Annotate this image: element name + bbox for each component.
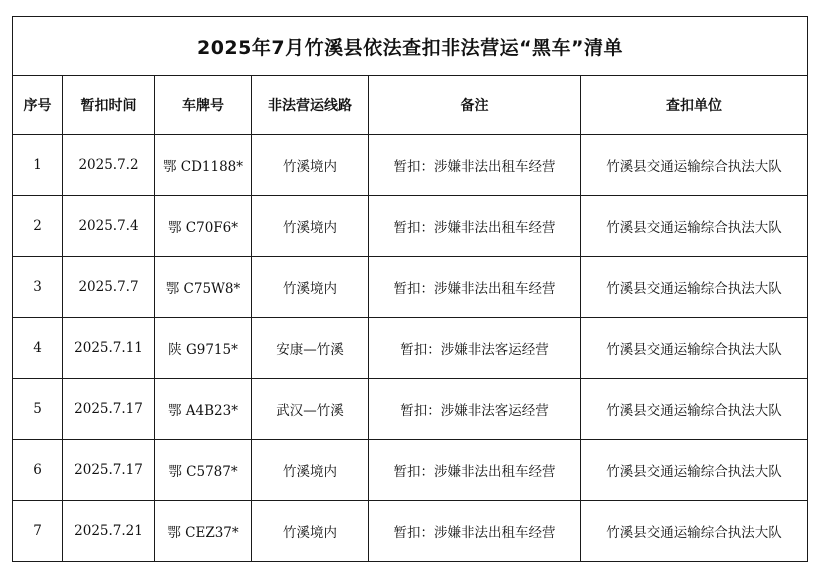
cell-unit: 竹溪县交通运输综合执法大队 [581,257,808,318]
cell-index: 2 [13,196,63,257]
cell-note: 暂扣：涉嫌非法出租车经营 [369,501,581,562]
cell-plate: 鄂 CEZ37* [155,501,252,562]
cell-route: 竹溪境内 [252,196,369,257]
cell-route: 竹溪境内 [252,257,369,318]
cell-unit: 竹溪县交通运输综合执法大队 [581,501,808,562]
cell-unit: 竹溪县交通运输综合执法大队 [581,135,808,196]
document-sheet [12,16,807,562]
cell-unit: 竹溪县交通运输综合执法大队 [581,196,808,257]
table-row [13,318,808,379]
cell-note: 暂扣：涉嫌非法出租车经营 [369,440,581,501]
header-index: 序号 [13,76,63,135]
cell-plate: 陕 G9715* [155,318,252,379]
cell-date: 2025.7.2 [63,135,155,196]
table-row [13,379,808,440]
table-title: 2025年7月竹溪县依法查扣非法营运“黑车”清单 [13,17,808,76]
header-unit: 查扣单位 [581,76,808,135]
cell-unit: 竹溪县交通运输综合执法大队 [581,440,808,501]
cell-date: 2025.7.21 [63,501,155,562]
header-note: 备注 [369,76,581,135]
cell-route: 武汉—竹溪 [252,379,369,440]
seizure-table [12,16,808,562]
cell-note: 暂扣：涉嫌非法出租车经营 [369,135,581,196]
table-row [13,501,808,562]
table-row [13,135,808,196]
cell-unit: 竹溪县交通运输综合执法大队 [581,379,808,440]
cell-index: 3 [13,257,63,318]
header-date: 暂扣时间 [63,76,155,135]
cell-route: 竹溪境内 [252,501,369,562]
cell-plate: 鄂 C75W8* [155,257,252,318]
table-row [13,257,808,318]
cell-plate: 鄂 C5787* [155,440,252,501]
cell-plate: 鄂 C70F6* [155,196,252,257]
cell-plate: 鄂 A4B23* [155,379,252,440]
cell-route: 安康—竹溪 [252,318,369,379]
cell-note: 暂扣：涉嫌非法出租车经营 [369,196,581,257]
cell-index: 6 [13,440,63,501]
header-plate: 车牌号 [155,76,252,135]
cell-index: 7 [13,501,63,562]
cell-date: 2025.7.17 [63,379,155,440]
table-row [13,196,808,257]
cell-date: 2025.7.11 [63,318,155,379]
cell-route: 竹溪境内 [252,135,369,196]
cell-index: 5 [13,379,63,440]
header-route: 非法营运线路 [252,76,369,135]
cell-unit: 竹溪县交通运输综合执法大队 [581,318,808,379]
header-row [13,76,808,135]
cell-plate: 鄂 CD1188* [155,135,252,196]
cell-date: 2025.7.7 [63,257,155,318]
cell-route: 竹溪境内 [252,440,369,501]
cell-note: 暂扣：涉嫌非法出租车经营 [369,257,581,318]
cell-note: 暂扣：涉嫌非法客运经营 [369,379,581,440]
cell-index: 4 [13,318,63,379]
cell-date: 2025.7.17 [63,440,155,501]
table-row [13,440,808,501]
cell-index: 1 [13,135,63,196]
cell-note: 暂扣：涉嫌非法客运经营 [369,318,581,379]
cell-date: 2025.7.4 [63,196,155,257]
